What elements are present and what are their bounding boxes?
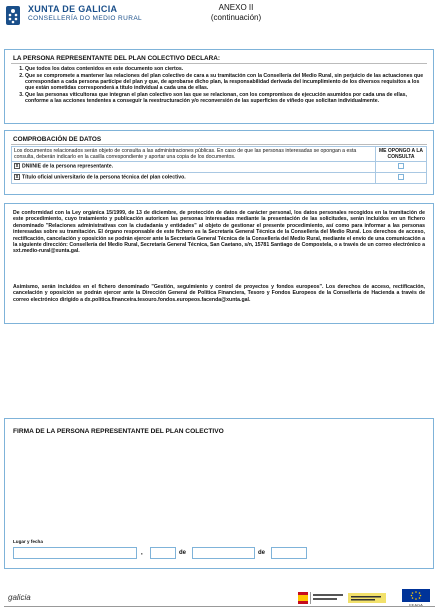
- spain-government-logo: [298, 591, 388, 605]
- data-protection-paragraph-2: Asimismo, serán incluidos en el fichero denominado "Gestión, seguimiento y control de proyectos y fondos europeos". Los derechos de acceso, rectificación, cancelación y oposición se podrán ejercer ante la Dirección General de Política Financiera, Tesoro y Fondos Europeos de la Consellería de Hacienda a través de correo electrónico dirigido a dx.politica.financeira.tesouro.fondos.europeos.facenda@xunta.gal.: [13, 284, 425, 303]
- data-check-title: COMPROBACIÓN DE DATOS: [13, 136, 102, 143]
- consent-intro: Los documentos relacionados serán objeto de consulta a las administraciones públicas. En caso de que las personas interesadas se opongan a esta consulta, deberán indicarlo en la casilla correspondiente y aportar una copia de los documentos.: [12, 147, 376, 162]
- annex-title: ANEXO II: [218, 3, 254, 12]
- consent-row-label: [12, 173, 376, 184]
- galicia-logo: [8, 593, 31, 602]
- eu-logo-text: FEAGA: [409, 602, 423, 607]
- comma-separator: ,: [141, 550, 143, 556]
- place-field[interactable]: [13, 547, 137, 559]
- declaration-title: LA PERSONA REPRESENTANTE DEL PLAN COLECTIVO DECLARA:: [13, 55, 220, 62]
- consent-row-text: Título oficial universitario de la persona técnica del plan colectivo.: [22, 174, 186, 181]
- table-row: [12, 162, 427, 173]
- eu-flag-logo: [402, 589, 430, 607]
- declaration-list: [15, 66, 425, 105]
- footer-divider: [4, 606, 435, 607]
- declaration-section: [4, 49, 434, 124]
- table-row: [12, 147, 427, 162]
- xunta-shield-logo: [5, 5, 21, 26]
- doc-checked-box: x: [15, 174, 19, 180]
- signature-title: FIRMA DE LA PERSONA REPRESENTANTE DEL PLAN COLECTIVO: [13, 428, 224, 435]
- oppose-checkbox-degree[interactable]: [398, 174, 404, 180]
- signature-section: [4, 418, 434, 569]
- department-name: CONSELLERÍA DO MEDIO RURAL: [28, 15, 143, 22]
- annex-heading: [206, 3, 266, 23]
- consent-row-text: DNI/NIE de la persona representante.: [22, 163, 114, 170]
- data-check-section: [4, 130, 434, 195]
- day-field[interactable]: [150, 547, 176, 559]
- declaration-item: 3. Que las personas viticultoras que integran el plan colectivo son las que se relacionan, con los compromisos de ejecución asumidos por cada una de ellas, conforme a las acciones tendentes a conseguir la reestructuración y/o reconversión de las superficies de viñedo que solicitan individualmente.: [25, 92, 425, 105]
- table-row: [12, 173, 427, 184]
- declaration-item: 1. Que todos los datos contenidos en este documento son ciertos.: [25, 66, 425, 72]
- year-field[interactable]: [271, 547, 307, 559]
- org-name: XUNTA DE GALICIA: [28, 4, 118, 14]
- declaration-item: 2. Que se compromete a mantener las relaciones del plan colectivo de cara a su tramitación con la Consellería del Medio Rural, sin perjuicio de las actuaciones que correspondan a cada persona partícipe del plan y que, de aprobarse dicho plan, la responsabilidad derivada del incumplimiento de los diversos requisitos a los que están sometidas corresponderá a título individual a cada una de ellas.: [25, 73, 425, 92]
- declaration-divider: [11, 63, 427, 64]
- data-check-divider: [11, 144, 427, 145]
- month-field[interactable]: [192, 547, 255, 559]
- data-protection-section: [4, 203, 434, 324]
- oppose-cell: [376, 173, 427, 184]
- place-date-label: Lugar y fecha: [13, 539, 43, 544]
- consent-row-label: [12, 162, 376, 173]
- oppose-checkbox-dni[interactable]: [398, 163, 404, 169]
- consent-table: [11, 146, 427, 184]
- de-label: de: [258, 550, 266, 556]
- data-protection-paragraph-1: De conformidad con la Ley orgánica 15/1999, de 13 de diciembre, de protección de datos de carácter personal, los datos personales recogidos en la tramitación de este procedimiento, cuyo tratamiento y publicación autoricen las personas interesadas mediante la presentación de las solicitudes, serán incluidos en un fichero denominado "Relaciones administrativas con la ciudadanía y entidades" al objeto de gestionar el presente procedimiento, así como para informar a las personas interesadas sobre su tramitación. El órgano responsable de este fichero es la Secretaría General Técnica de la Consellería del Medio Rural. Los derechos de acceso, rectificación, cancelación y oposición se podrán ejercer ante la Secretaría General Técnica de la Consellería del Medio Rural, mediante el envío de una comunicación a la siguiente dirección: Consellería del Medio Rural, Secretaría General Técnica, San Caetano, s/n, 15781 Santiago de Compostela, o a través de un correo electrónico a sxt.medio-rural@xunta.gal.: [13, 210, 425, 255]
- doc-checked-box: x: [15, 163, 19, 169]
- annex-subtitle: (continuación): [210, 13, 262, 22]
- galicia-logo-text: galicia: [8, 593, 31, 602]
- oppose-header: ME OPONGO A LA CONSULTA: [376, 147, 427, 162]
- oppose-cell: [376, 162, 427, 173]
- de-label: de: [179, 550, 187, 556]
